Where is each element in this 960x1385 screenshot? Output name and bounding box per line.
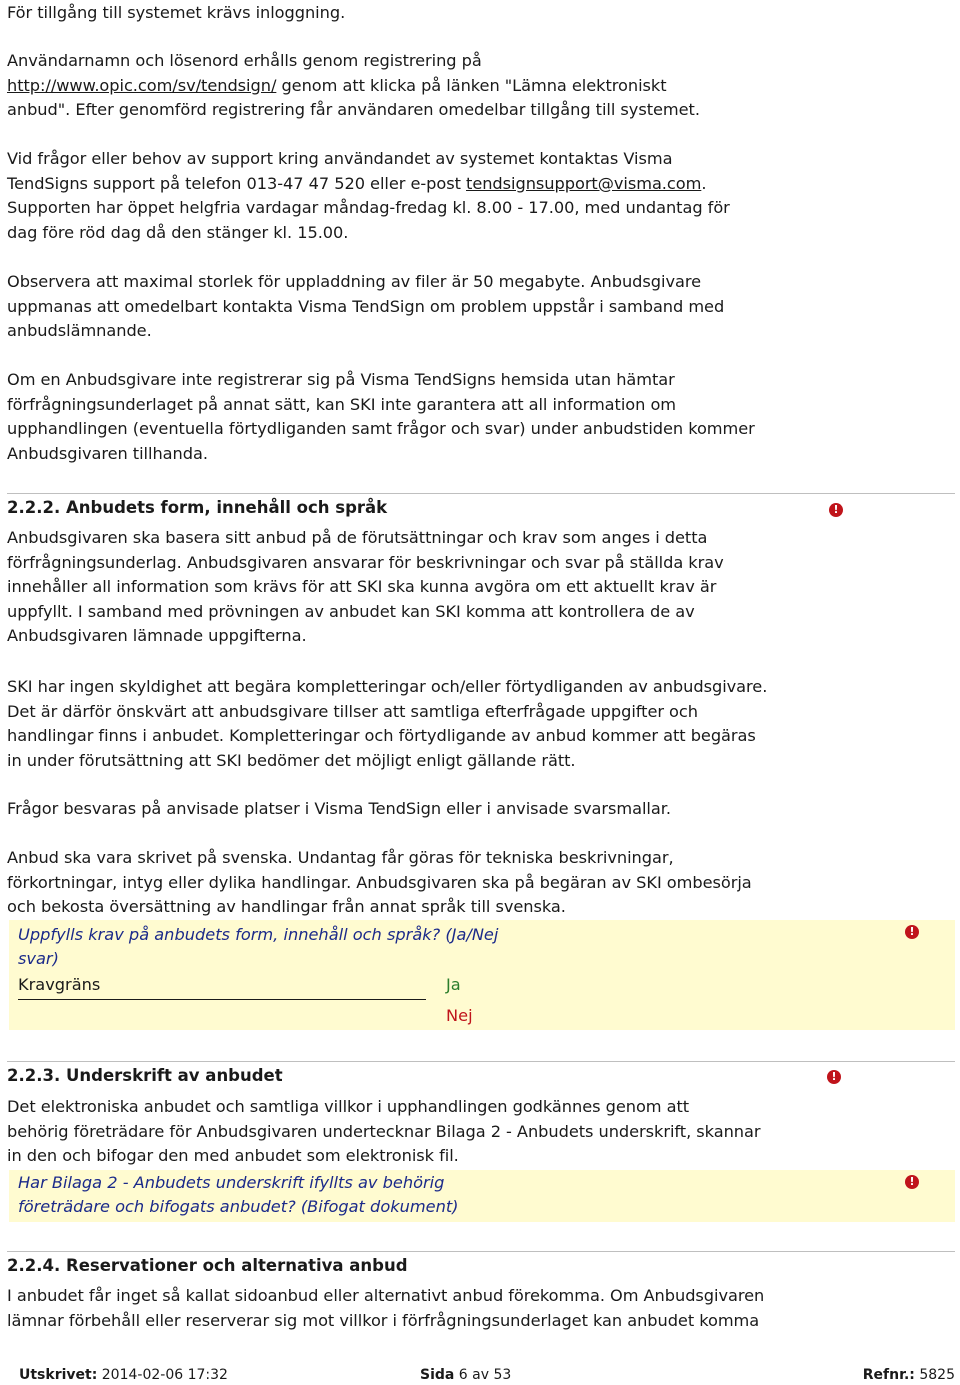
requirement-box-form	[9, 920, 955, 1030]
exclamation-warning-icon: !	[905, 1175, 919, 1189]
paragraph-fragor: Frågor besvaras på anvisade platser i Visma TendSign eller i anvisade svarsmallar.	[7, 799, 671, 818]
paragraph-registration-warning: Om en Anbudsgivare inte registrerar sig på Visma TendSigns hemsida utan hämtar förfrågningsunderlaget på annat sätt, kan SKI inte garantera att all information om upphandlingen (eventuella förtydliganden samt frågor och svar) under anbudstiden kommer Anbudsgivaren tillhanda.	[7, 370, 755, 463]
exclamation-warning-icon: !	[829, 503, 843, 517]
section-heading-222: 2.2.2. Anbudets form, innehåll och språk	[7, 493, 955, 520]
requirement-question: Har Bilaga 2 - Anbudets underskrift ifyllts av behörig företrädare och bifogats anbudet? (Bifogat dokument)	[18, 1173, 459, 1216]
exclamation-warning-icon: !	[827, 1070, 841, 1084]
kravgrans-line	[18, 999, 426, 1000]
section-heading-223: 2.2.3. Underskrift av anbudet	[7, 1061, 955, 1088]
kravgrans-label: Kravgräns	[18, 975, 101, 994]
section-heading-224: 2.2.4. Reservationer och alternativa anbud	[7, 1251, 955, 1278]
footer-page-number: Sida 6 av 53	[420, 1367, 512, 1383]
exclamation-warning-icon: !	[905, 925, 919, 939]
requirement-question: Uppfylls krav på anbudets form, innehåll och språk? (Ja/Nej svar)	[18, 925, 499, 968]
answer-no-option[interactable]: Nej	[446, 1006, 473, 1025]
answer-yes-option[interactable]: Ja	[446, 975, 461, 994]
footer-printed: Utskrivet: 2014-02-06 17:32	[19, 1367, 228, 1383]
paragraph-kompletteringar: SKI har ingen skyldighet att begära kompletteringar och/eller förtydliganden av anbudsgivare. Det är därför önskvärt att anbudsgivare tillser att samtliga efterfrågade uppgifter och handlingar finns i anbudet. Kompletteringar och förtydligande av anbud kommer att begäras in under förutsättning att SKI bedömer det möjligt enligt gällande rätt.	[7, 677, 768, 770]
paragraph-upload-limit: Observera att maximal storlek för uppladdning av filer är 50 megabyte. Anbudsgivare uppmanas att omedelbart kontakta Visma TendSign om problem uppstår i samband med anbudslämnande.	[7, 272, 725, 340]
requirement-box-signature	[9, 1170, 955, 1222]
paragraph-login: För tillgång till systemet krävs inloggning.	[7, 3, 346, 22]
footer-ref-number: Refnr.: 5825	[862, 1367, 955, 1383]
tendsign-link[interactable]: http://www.opic.com/sv/tendsign/	[7, 75, 277, 95]
paragraph-sprak: Anbud ska vara skrivet på svenska. Undantag får göras för tekniska beskrivningar, förkortningar, intyg eller dylika handlingar. Anbudsgivaren ska på begäran av SKI ombesörja och bekosta översättning av handlingar från annat språk till svenska.	[7, 848, 752, 916]
paragraph-support: Vid frågor eller behov av support kring användandet av systemet kontaktas Visma TendSigns support på telefon 013-47 47 520 eller e-post tendsignsupport@visma.com. Supporten har öppet helgfria vardagar måndag-fredag kl. 8.00 - 17.00, med undantag för dag före röd dag då den stänger kl. 15.00.	[7, 149, 730, 242]
paragraph-underskrift: Det elektroniska anbudet och samtliga villkor i upphandlingen godkännes genom att behörig företrädare för Anbudsgivaren undertecknar Bilaga 2 - Anbudets underskrift, skannar in den och bifogar den med anbudet som elektronisk fil.	[7, 1097, 761, 1165]
paragraph-anbud-basis: Anbudsgivaren ska basera sitt anbud på de förutsättningar och krav som anges i detta förfrågningsunderlag. Anbudsgivaren ansvarar för beskrivningar och svar på ställda krav innehåller all information som krävs för att SKI ska kunna avgöra om ett aktuellt krav är uppfyllt. I samband med prövningen av anbudet kan SKI komma att kontrollera de av Anbudsgivaren lämnade uppgifterna.	[7, 528, 724, 645]
support-email-link[interactable]: tendsignsupport@visma.com	[466, 173, 702, 193]
paragraph-reservationer: I anbudet får inget så kallat sidoanbud eller alternativt anbud förekomma. Om Anbudsgivaren lämnar förbehåll eller reserverar sig mot villkor i förfrågningsunderlaget kan anbudet komma	[7, 1286, 765, 1330]
paragraph-registration: Användarnamn och lösenord erhålls genom registrering på http://www.opic.com/sv/tendsign/ genom att klicka på länken "Lämna elektroniskt anbud". Efter genomförd registrering får användaren omedelbar tillgång till systemet.	[7, 51, 700, 119]
